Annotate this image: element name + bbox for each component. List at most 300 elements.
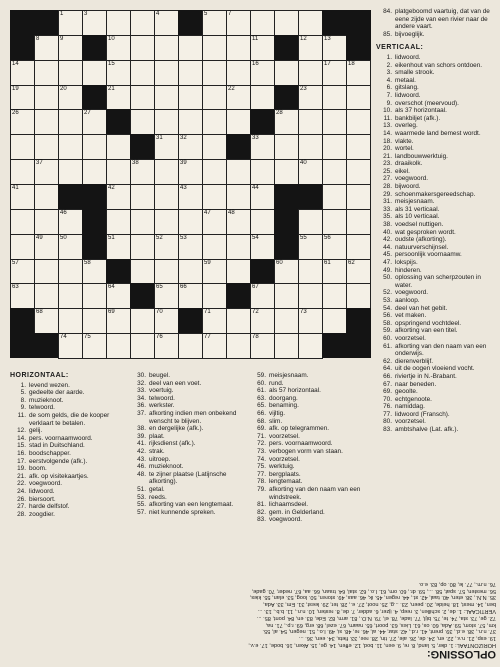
clue-item — [376, 289, 494, 297]
grid-cell[interactable] — [58, 209, 83, 235]
cell-number: 28 — [276, 110, 283, 117]
clue-text: naar beneden. — [395, 380, 437, 388]
clue-number: 35. — [383, 213, 392, 221]
clue-number: 33. — [383, 205, 392, 213]
clue-number: 24. — [17, 487, 26, 495]
grid-cell[interactable] — [82, 109, 107, 135]
grid-cell[interactable] — [202, 35, 227, 61]
solution-line: 72. ge, 73. sta, 74. te, 75. bijl, 77. lade, 78. el, 79. N.O., 81. arm, 82. Ede, 83. en, 84. pont, 85. ... — [256, 614, 496, 621]
horizontaal-column-1 — [10, 372, 128, 518]
grid-cell[interactable] — [178, 35, 203, 61]
cell-number: 21 — [108, 85, 115, 92]
cell-number: 33 — [252, 135, 259, 142]
clue-number: 69. — [383, 388, 392, 396]
grid-cell[interactable] — [274, 333, 299, 359]
cell-number: 49 — [36, 234, 43, 241]
grid-cell[interactable] — [58, 159, 83, 185]
grid-cell[interactable] — [202, 109, 227, 135]
grid-cell[interactable] — [154, 60, 179, 86]
grid-cell[interactable] — [130, 209, 155, 235]
grid-cell[interactable] — [34, 259, 59, 285]
grid-cell[interactable] — [178, 60, 203, 86]
grid-cell[interactable] — [226, 209, 251, 235]
grid-cell[interactable] — [202, 333, 227, 359]
grid-cell[interactable] — [322, 259, 347, 285]
clue-text: voedsel nuttigen. — [395, 221, 444, 229]
grid-cell[interactable] — [178, 184, 203, 210]
grid-cell[interactable] — [34, 109, 59, 135]
clue-item — [130, 471, 248, 486]
grid-cell[interactable] — [106, 333, 131, 359]
grid-cell[interactable] — [226, 159, 251, 185]
clue-item — [376, 388, 494, 396]
grid-cell[interactable] — [58, 35, 83, 61]
clue-item — [10, 404, 128, 412]
cell-number: 59 — [204, 259, 211, 266]
cell-number: 51 — [108, 234, 115, 241]
grid-cell[interactable] — [82, 259, 107, 285]
grid-cell[interactable] — [130, 184, 155, 210]
grid-cell[interactable] — [250, 60, 275, 86]
clue-item — [130, 448, 248, 456]
grid-cell[interactable] — [322, 209, 347, 235]
grid-cell[interactable] — [10, 259, 35, 285]
grid-cell[interactable] — [82, 159, 107, 185]
grid-cell[interactable] — [106, 85, 131, 111]
grid-cell[interactable] — [322, 134, 347, 160]
grid-cell[interactable] — [34, 35, 59, 61]
grid-cell[interactable] — [250, 234, 275, 260]
clue-item — [250, 448, 370, 456]
grid-cell[interactable] — [34, 184, 59, 210]
grid-cell[interactable] — [106, 234, 131, 260]
grid-cell[interactable] — [250, 333, 275, 359]
grid-cell[interactable] — [58, 308, 83, 334]
clue-number: 56. — [383, 312, 392, 320]
clue-number: 28. — [383, 183, 392, 191]
grid-cell[interactable] — [154, 159, 179, 185]
grid-cell[interactable] — [178, 209, 203, 235]
clue-number: 50. — [383, 274, 392, 282]
cell-number: 32 — [180, 135, 187, 142]
clue-text: lengtemaat. — [269, 478, 303, 486]
grid-cell[interactable] — [154, 259, 179, 285]
grid-cell[interactable] — [298, 159, 323, 185]
clue-item — [376, 191, 494, 199]
solution-line: 76. n.m., 77. le, 80. op, 83. e.o. — [418, 580, 496, 587]
black-square — [178, 10, 203, 35]
solution-line: km, 57. stom, 59. Ada, 60. os, 61. Lies, 63. poort, 65. naam, 67. ezel, 68. erg, 69. r.p., 71. na, — [265, 621, 496, 628]
clue-item — [10, 473, 128, 481]
grid-cell[interactable] — [346, 85, 371, 111]
grid-cell[interactable] — [178, 109, 203, 135]
black-square — [10, 10, 35, 35]
grid-cell[interactable] — [322, 60, 347, 86]
clue-item — [250, 418, 370, 426]
grid-cell[interactable] — [34, 85, 59, 111]
grid-cell[interactable] — [106, 159, 131, 185]
grid-cell[interactable] — [154, 35, 179, 61]
grid-cell[interactable] — [130, 234, 155, 260]
grid-cell[interactable] — [82, 308, 107, 334]
cell-number: 50 — [60, 234, 67, 241]
grid-cell[interactable] — [178, 134, 203, 160]
grid-cell[interactable] — [202, 209, 227, 235]
solution-title: OPLOSSING: — [426, 648, 496, 660]
clue-number: 51. — [137, 485, 146, 493]
grid-cell[interactable] — [106, 60, 131, 86]
black-square — [58, 184, 83, 209]
grid-cell[interactable] — [202, 159, 227, 185]
grid-cell[interactable] — [250, 134, 275, 160]
clue-text: harde delfstof. — [29, 503, 70, 511]
grid-cell[interactable] — [58, 283, 83, 309]
grid-cell[interactable] — [106, 308, 131, 334]
grid-cell[interactable] — [178, 234, 203, 260]
grid-cell[interactable] — [346, 259, 371, 285]
grid-cell[interactable] — [58, 109, 83, 135]
solution-block — [4, 574, 496, 660]
clue-item — [130, 380, 248, 388]
grid-cell[interactable] — [34, 134, 59, 160]
grid-cell[interactable] — [130, 85, 155, 111]
grid-cell[interactable] — [226, 109, 251, 135]
cell-number: 69 — [108, 309, 115, 316]
cell-number: 26 — [12, 110, 19, 117]
grid-cell[interactable] — [154, 85, 179, 111]
grid-cell[interactable] — [250, 85, 275, 111]
grid-cell[interactable] — [154, 308, 179, 334]
grid-cell[interactable] — [58, 85, 83, 111]
grid-cell[interactable] — [202, 10, 227, 36]
grid-cell[interactable] — [106, 184, 131, 210]
clue-item — [376, 343, 494, 358]
clue-item — [250, 509, 370, 517]
grid-cell[interactable] — [346, 184, 371, 210]
grid-cell[interactable] — [322, 283, 347, 309]
clue-text: plaat. — [149, 432, 165, 440]
clue-item — [130, 372, 248, 380]
clue-text: afkorting indien men onbekend wenscht te blijven. — [149, 409, 237, 425]
clue-text: benaming. — [269, 402, 299, 410]
grid-cell[interactable] — [178, 159, 203, 185]
grid-cell[interactable] — [202, 85, 227, 111]
clue-item — [250, 486, 370, 501]
grid-cell[interactable] — [34, 234, 59, 260]
clue-number: 78. — [257, 478, 266, 486]
grid-cell[interactable] — [226, 308, 251, 334]
grid-cell[interactable] — [178, 85, 203, 111]
clue-item — [250, 440, 370, 448]
clue-number: 37. — [137, 409, 146, 417]
grid-cell[interactable] — [130, 333, 155, 359]
grid-cell[interactable] — [154, 333, 179, 359]
clue-item — [376, 418, 494, 426]
clue-text: meisjesnaam. — [269, 372, 309, 379]
grid-cell[interactable] — [10, 159, 35, 185]
grid-cell[interactable] — [82, 134, 107, 160]
grid-cell[interactable] — [202, 234, 227, 260]
grid-cell[interactable] — [274, 159, 299, 185]
clue-number: 58. — [383, 319, 392, 327]
grid-cell[interactable] — [10, 85, 35, 111]
clue-item — [376, 335, 494, 343]
grid-cell[interactable] — [226, 10, 251, 36]
clue-item — [10, 480, 128, 488]
grid-cell[interactable] — [106, 10, 131, 36]
grid-cell[interactable] — [130, 159, 155, 185]
grid-cell[interactable] — [34, 60, 59, 86]
solution-line: 37. n.n., 38. e.d., 39. prent, 41. r.d., 42. star, 44. al, 46. re, 48. si, 49. l.o., 51. negen, 54. al, 55. — [262, 628, 496, 635]
cell-number: 3 — [84, 11, 88, 17]
grid-cell[interactable] — [34, 159, 59, 185]
clue-item — [376, 183, 494, 191]
cell-number: 9 — [60, 35, 64, 42]
grid-cell[interactable] — [322, 234, 347, 260]
clue-number: 49. — [383, 266, 392, 274]
grid-cell[interactable] — [226, 333, 251, 359]
cell-number: 13 — [324, 35, 331, 42]
clue-number: 85. — [383, 30, 392, 38]
clue-item — [376, 267, 494, 275]
grid-cell[interactable] — [322, 159, 347, 185]
clue-text: wat gesproken wordt. — [395, 228, 456, 236]
clue-text: bergplaats. — [269, 470, 301, 478]
grid-cell[interactable] — [250, 35, 275, 61]
clue-number: 16. — [17, 449, 26, 457]
clue-item — [376, 8, 494, 31]
grid-cell[interactable] — [346, 60, 371, 86]
clue-text: voertuig. — [149, 387, 174, 395]
grid-cell[interactable] — [250, 10, 275, 36]
grid-cell[interactable] — [82, 333, 107, 359]
grid-cell[interactable] — [34, 308, 59, 334]
clue-number: 41. — [137, 440, 146, 448]
grid-cell[interactable] — [322, 35, 347, 61]
grid-cell[interactable] — [58, 259, 83, 285]
grid-cell[interactable] — [178, 259, 203, 285]
grid-cell[interactable] — [154, 283, 179, 309]
grid-cell[interactable] — [10, 283, 35, 309]
grid-cell[interactable] — [178, 283, 203, 309]
clue-text: voorzetsel. — [395, 418, 426, 426]
grid-cell[interactable] — [274, 308, 299, 334]
cell-number: 5 — [204, 11, 208, 17]
grid-cell[interactable] — [298, 109, 323, 135]
grid-cell[interactable] — [202, 60, 227, 86]
grid-cell[interactable] — [106, 134, 131, 160]
grid-cell[interactable] — [250, 159, 275, 185]
grid-cell[interactable] — [10, 209, 35, 235]
grid-cell[interactable] — [298, 134, 323, 160]
grid-cell[interactable] — [202, 308, 227, 334]
grid-cell[interactable] — [298, 333, 323, 359]
grid-cell[interactable] — [250, 308, 275, 334]
grid-cell[interactable] — [10, 134, 35, 160]
grid-cell[interactable] — [226, 85, 251, 111]
clue-item — [376, 115, 494, 123]
clue-text: muzieknoot. — [29, 396, 64, 404]
grid-cell[interactable] — [346, 159, 371, 185]
clue-item — [130, 395, 248, 403]
grid-cell[interactable] — [274, 259, 299, 285]
grid-cell[interactable] — [274, 283, 299, 309]
grid-cell[interactable] — [10, 234, 35, 260]
clue-item — [376, 175, 494, 183]
solution-line: 35. N.N., 38. eten, 40. taal, 42. st., 44. regen, 45. ik, 46. aas, 49. storen, 50. loog, 53. elan, 55. kies, — [249, 594, 496, 601]
clue-text: stad in Duitschland. — [29, 442, 85, 450]
grid-cell[interactable] — [10, 109, 35, 135]
clue-text: lichaamsdeel. — [269, 501, 309, 509]
grid-cell[interactable] — [154, 109, 179, 135]
grid-cell[interactable] — [202, 283, 227, 309]
clue-text: hinderen. — [395, 266, 422, 274]
grid-cell[interactable] — [226, 234, 251, 260]
clue-item — [10, 412, 128, 427]
grid-cell[interactable] — [274, 60, 299, 86]
grid-cell[interactable] — [346, 134, 371, 160]
clue-number: 60. — [257, 379, 266, 387]
grid-cell[interactable] — [130, 35, 155, 61]
grid-cell[interactable] — [298, 283, 323, 309]
clue-item — [376, 160, 494, 168]
grid-cell[interactable] — [82, 283, 107, 309]
grid-cell[interactable] — [346, 209, 371, 235]
grid-cell[interactable] — [226, 60, 251, 86]
clue-text: lidwoord (Fransch). — [395, 410, 450, 418]
grid-cell[interactable] — [346, 234, 371, 260]
cell-number: 19 — [12, 85, 19, 92]
grid-cell[interactable] — [274, 10, 299, 36]
clue-number: 72. — [257, 440, 266, 448]
grid-cell[interactable] — [154, 134, 179, 160]
grid-cell[interactable] — [154, 184, 179, 210]
clue-item — [376, 54, 494, 62]
clue-number: 36. — [137, 402, 146, 410]
clue-number: 39. — [137, 432, 146, 440]
grid-cell[interactable] — [34, 283, 59, 309]
clue-number: 33. — [137, 387, 146, 395]
grid-cell[interactable] — [154, 234, 179, 260]
clue-item — [376, 229, 494, 237]
black-square — [274, 234, 299, 259]
cell-number: 14 — [12, 60, 19, 67]
grid-cell[interactable] — [322, 85, 347, 111]
grid-cell[interactable] — [298, 259, 323, 285]
clue-number: 14. — [17, 434, 26, 442]
grid-cell[interactable] — [106, 209, 131, 235]
cell-number: 46 — [60, 209, 67, 216]
black-square — [250, 259, 275, 284]
grid-cell[interactable] — [298, 209, 323, 235]
grid-cell[interactable] — [322, 308, 347, 334]
grid-cell[interactable] — [58, 60, 83, 86]
grid-cell[interactable] — [250, 209, 275, 235]
grid-cell[interactable] — [298, 308, 323, 334]
grid-cell[interactable] — [226, 259, 251, 285]
grid-cell[interactable] — [10, 184, 35, 210]
grid-cell[interactable] — [298, 10, 323, 36]
grid-cell[interactable] — [274, 134, 299, 160]
grid-cell[interactable] — [202, 184, 227, 210]
grid-cell[interactable] — [82, 60, 107, 86]
grid-cell[interactable] — [226, 35, 251, 61]
clue-text: echtgenoote. — [395, 395, 432, 403]
clue-number: 70. — [383, 395, 392, 403]
cell-number: 23 — [300, 85, 307, 92]
clue-number: 32. — [137, 379, 146, 387]
grid-cell[interactable] — [58, 10, 83, 36]
grid-cell[interactable] — [154, 209, 179, 235]
grid-cell[interactable] — [274, 109, 299, 135]
clue-text: voorzetsel. — [269, 432, 300, 440]
grid-cell[interactable] — [130, 10, 155, 36]
grid-cell[interactable] — [298, 35, 323, 61]
clue-number: 83. — [257, 516, 266, 524]
grid-cell[interactable] — [202, 134, 227, 160]
grid-cell[interactable] — [298, 60, 323, 86]
grid-cell[interactable] — [346, 109, 371, 135]
grid-cell[interactable] — [130, 259, 155, 285]
clue-number: 76. — [383, 403, 392, 411]
grid-cell[interactable] — [130, 60, 155, 86]
clue-item — [250, 395, 370, 403]
clue-item — [250, 425, 370, 433]
clue-number: 27. — [17, 503, 26, 511]
grid-cell[interactable] — [130, 109, 155, 135]
grid-cell[interactable] — [178, 333, 203, 359]
clue-item — [10, 465, 128, 473]
grid-cell[interactable] — [58, 234, 83, 260]
clue-item — [10, 389, 128, 397]
clue-number: 21. — [17, 472, 26, 480]
clue-text: opspringend vochtdeel. — [395, 319, 462, 327]
grid-cell[interactable] — [82, 10, 107, 36]
clue-item — [130, 402, 248, 410]
grid-cell[interactable] — [34, 209, 59, 235]
grid-cell[interactable] — [202, 259, 227, 285]
clue-text: vlakte. — [395, 137, 414, 145]
grid-cell[interactable] — [106, 35, 131, 61]
clue-text: en dergelijke (afk.). — [149, 425, 204, 433]
grid-cell[interactable] — [250, 184, 275, 210]
clue-text: boodschapper. — [29, 449, 71, 457]
grid-cell[interactable] — [154, 10, 179, 36]
black-square — [346, 333, 371, 358]
grid-cell[interactable] — [346, 283, 371, 309]
grid-cell[interactable] — [226, 184, 251, 210]
grid-cell[interactable] — [298, 85, 323, 111]
grid-cell[interactable] — [10, 60, 35, 86]
clue-item — [10, 488, 128, 496]
grid-cell[interactable] — [58, 333, 83, 359]
clue-text: strak. — [149, 447, 165, 455]
clue-number: 59. — [383, 327, 392, 335]
clue-number: 59. — [257, 372, 266, 379]
grid-cell[interactable] — [130, 308, 155, 334]
clue-number: 25. — [383, 167, 392, 175]
clue-item — [250, 471, 370, 479]
grid-cell[interactable] — [322, 184, 347, 210]
grid-cell[interactable] — [322, 109, 347, 135]
clue-item — [376, 305, 494, 313]
grid-cell[interactable] — [250, 283, 275, 309]
grid-cell[interactable] — [106, 283, 131, 309]
grid-cell[interactable] — [58, 134, 83, 160]
clue-item — [10, 511, 128, 519]
grid-cell[interactable] — [298, 234, 323, 260]
clue-text: als 37 horizontaal. — [395, 107, 447, 115]
